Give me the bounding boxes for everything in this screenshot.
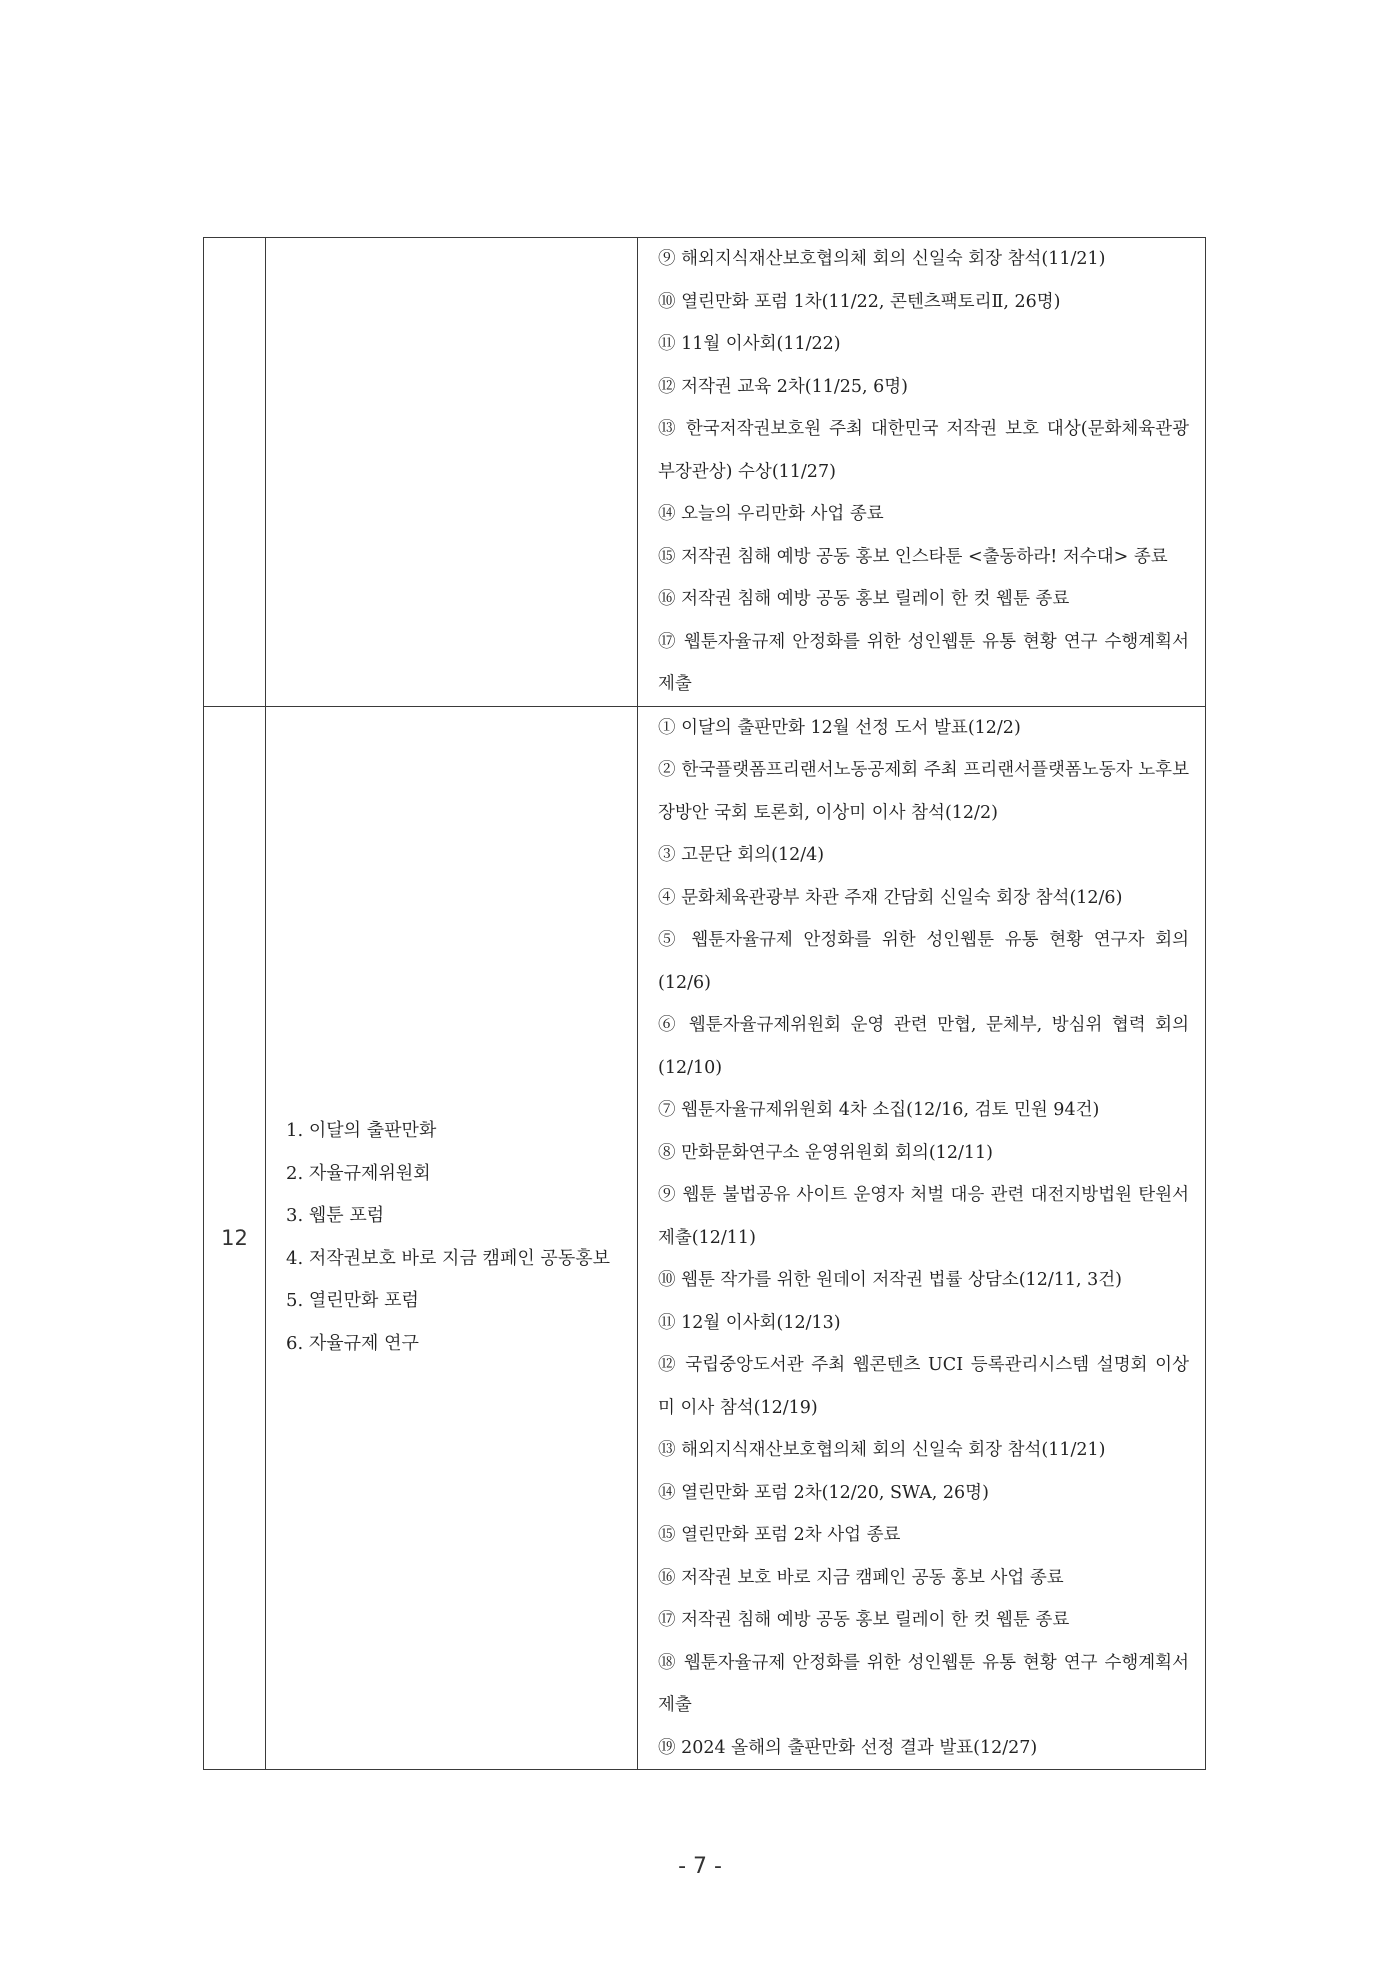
- detail-item: ③ 고문단 회의(12/4): [658, 845, 825, 865]
- detail-item: ② 한국플랫폼프리랜서노동공제회 주최 프리랜서플랫폼노동자 노후보장방안 국회 토론회, 이상미 이사 참석(12/2): [658, 760, 1189, 823]
- detail-item: ⑱ 웹툰자율규제 안정화를 위한 성인웹툰 유통 현황 연구 수행계획서 제출: [658, 1652, 1189, 1715]
- page-number: - 7 -: [678, 1854, 722, 1879]
- summary-item: 1. 이달의 출판만화: [286, 1119, 437, 1141]
- detail-item: ⑭ 오늘의 우리만화 사업 종료: [658, 504, 884, 524]
- detail-item: ⑮ 저작권 침해 예방 공동 홍보 인스타툰 <출동하라! 저수대> 종료: [658, 546, 1168, 567]
- detail-item: ⑬ 한국저작권보호원 주최 대한민국 저작권 보호 대상(문화체육관광부장관상) 수상(11/27): [658, 419, 1189, 482]
- detail-item: ⑭ 열린만화 포럼 2차(12/20, SWA, 26명): [658, 1482, 989, 1503]
- detail-item: ⑩ 웹툰 작가를 위한 원데이 저작권 법률 상담소(12/11, 3건): [658, 1270, 1122, 1290]
- summary-item: 3. 웹툰 포럼: [286, 1205, 385, 1227]
- detail-item: ④ 문화체육관광부 차관 주재 간담회 신일숙 회장 참석(12/6): [658, 887, 1123, 908]
- detail-item: ⑤ 웹툰자율규제 안정화를 위한 성인웹툰 유통 현황 연구자 회의(12/6): [658, 930, 1189, 993]
- detail-item: ⑮ 열린만화 포럼 2차 사업 종료: [658, 1525, 901, 1545]
- summary-item: 4. 저작권보호 바로 지금 캠페인 공동홍보: [286, 1247, 610, 1269]
- activity-report-table: [203, 237, 1206, 1770]
- summary-item: 6. 자율규제 연구: [286, 1332, 419, 1354]
- detail-item: ⑫ 국립중앙도서관 주최 웹콘텐츠 UCI 등록관리시스템 설명회 이상미 이사 참석(12/19): [658, 1355, 1189, 1418]
- detail-item: ⑰ 저작권 침해 예방 공동 홍보 릴레이 한 컷 웹툰 종료: [658, 1610, 1070, 1630]
- detail-item: ⑫ 저작권 교육 2차(11/25, 6명): [658, 376, 909, 397]
- summary-item: 5. 열린만화 포럼: [286, 1290, 419, 1312]
- detail-item: ⑬ 해외지식재산보호협의체 회의 신일숙 회장 참석(11/21): [658, 1440, 1106, 1460]
- detail-item: ⑪ 12월 이사회(12/13): [658, 1312, 841, 1333]
- detail-item: ⑪ 11월 이사회(11/22): [658, 334, 841, 354]
- summary-cell: [266, 238, 638, 707]
- summary-item: 2. 자율규제위원회: [286, 1162, 431, 1184]
- detail-item: ⑰ 웹툰자율규제 안정화를 위한 성인웹툰 유통 현황 연구 수행계획서 제출: [658, 631, 1189, 694]
- detail-item: ⑯ 저작권 침해 예방 공동 홍보 릴레이 한 컷 웹툰 종료: [658, 589, 1070, 609]
- table-row-november-continued: [204, 238, 1206, 707]
- detail-cell: [638, 706, 1206, 1770]
- month-cell: 12: [204, 706, 266, 1770]
- table-row-december: [204, 706, 1206, 1770]
- month-cell: [204, 238, 266, 707]
- summary-cell: [266, 706, 638, 1770]
- detail-item: ① 이달의 출판만화 12월 선정 도서 발표(12/2): [658, 717, 1021, 738]
- detail-item: ⑥ 웹툰자율규제위원회 운영 관련 만협, 문체부, 방심위 협력 회의(12/10): [658, 1015, 1189, 1078]
- detail-item: ⑨ 웹툰 불법공유 사이트 운영자 처벌 대응 관련 대전지방법원 탄원서 제출(12/11): [658, 1185, 1189, 1248]
- detail-item: ⑧ 만화문화연구소 운영위원회 회의(12/11): [658, 1142, 993, 1163]
- detail-item: ⑩ 열린만화 포럼 1차(11/22, 콘텐츠팩토리Ⅱ, 26명): [658, 291, 1061, 312]
- detail-item: ⑯ 저작권 보호 바로 지금 캠페인 공동 홍보 사업 종료: [658, 1567, 1064, 1588]
- detail-item: ⑲ 2024 올해의 출판만화 선정 결과 발표(12/27): [658, 1737, 1038, 1758]
- detail-item: ⑦ 웹툰자율규제위원회 4차 소집(12/16, 검토 민원 94건): [658, 1100, 1100, 1120]
- detail-item: ⑨ 해외지식재산보호협의체 회의 신일숙 회장 참석(11/21): [658, 249, 1106, 269]
- detail-cell: [638, 238, 1206, 707]
